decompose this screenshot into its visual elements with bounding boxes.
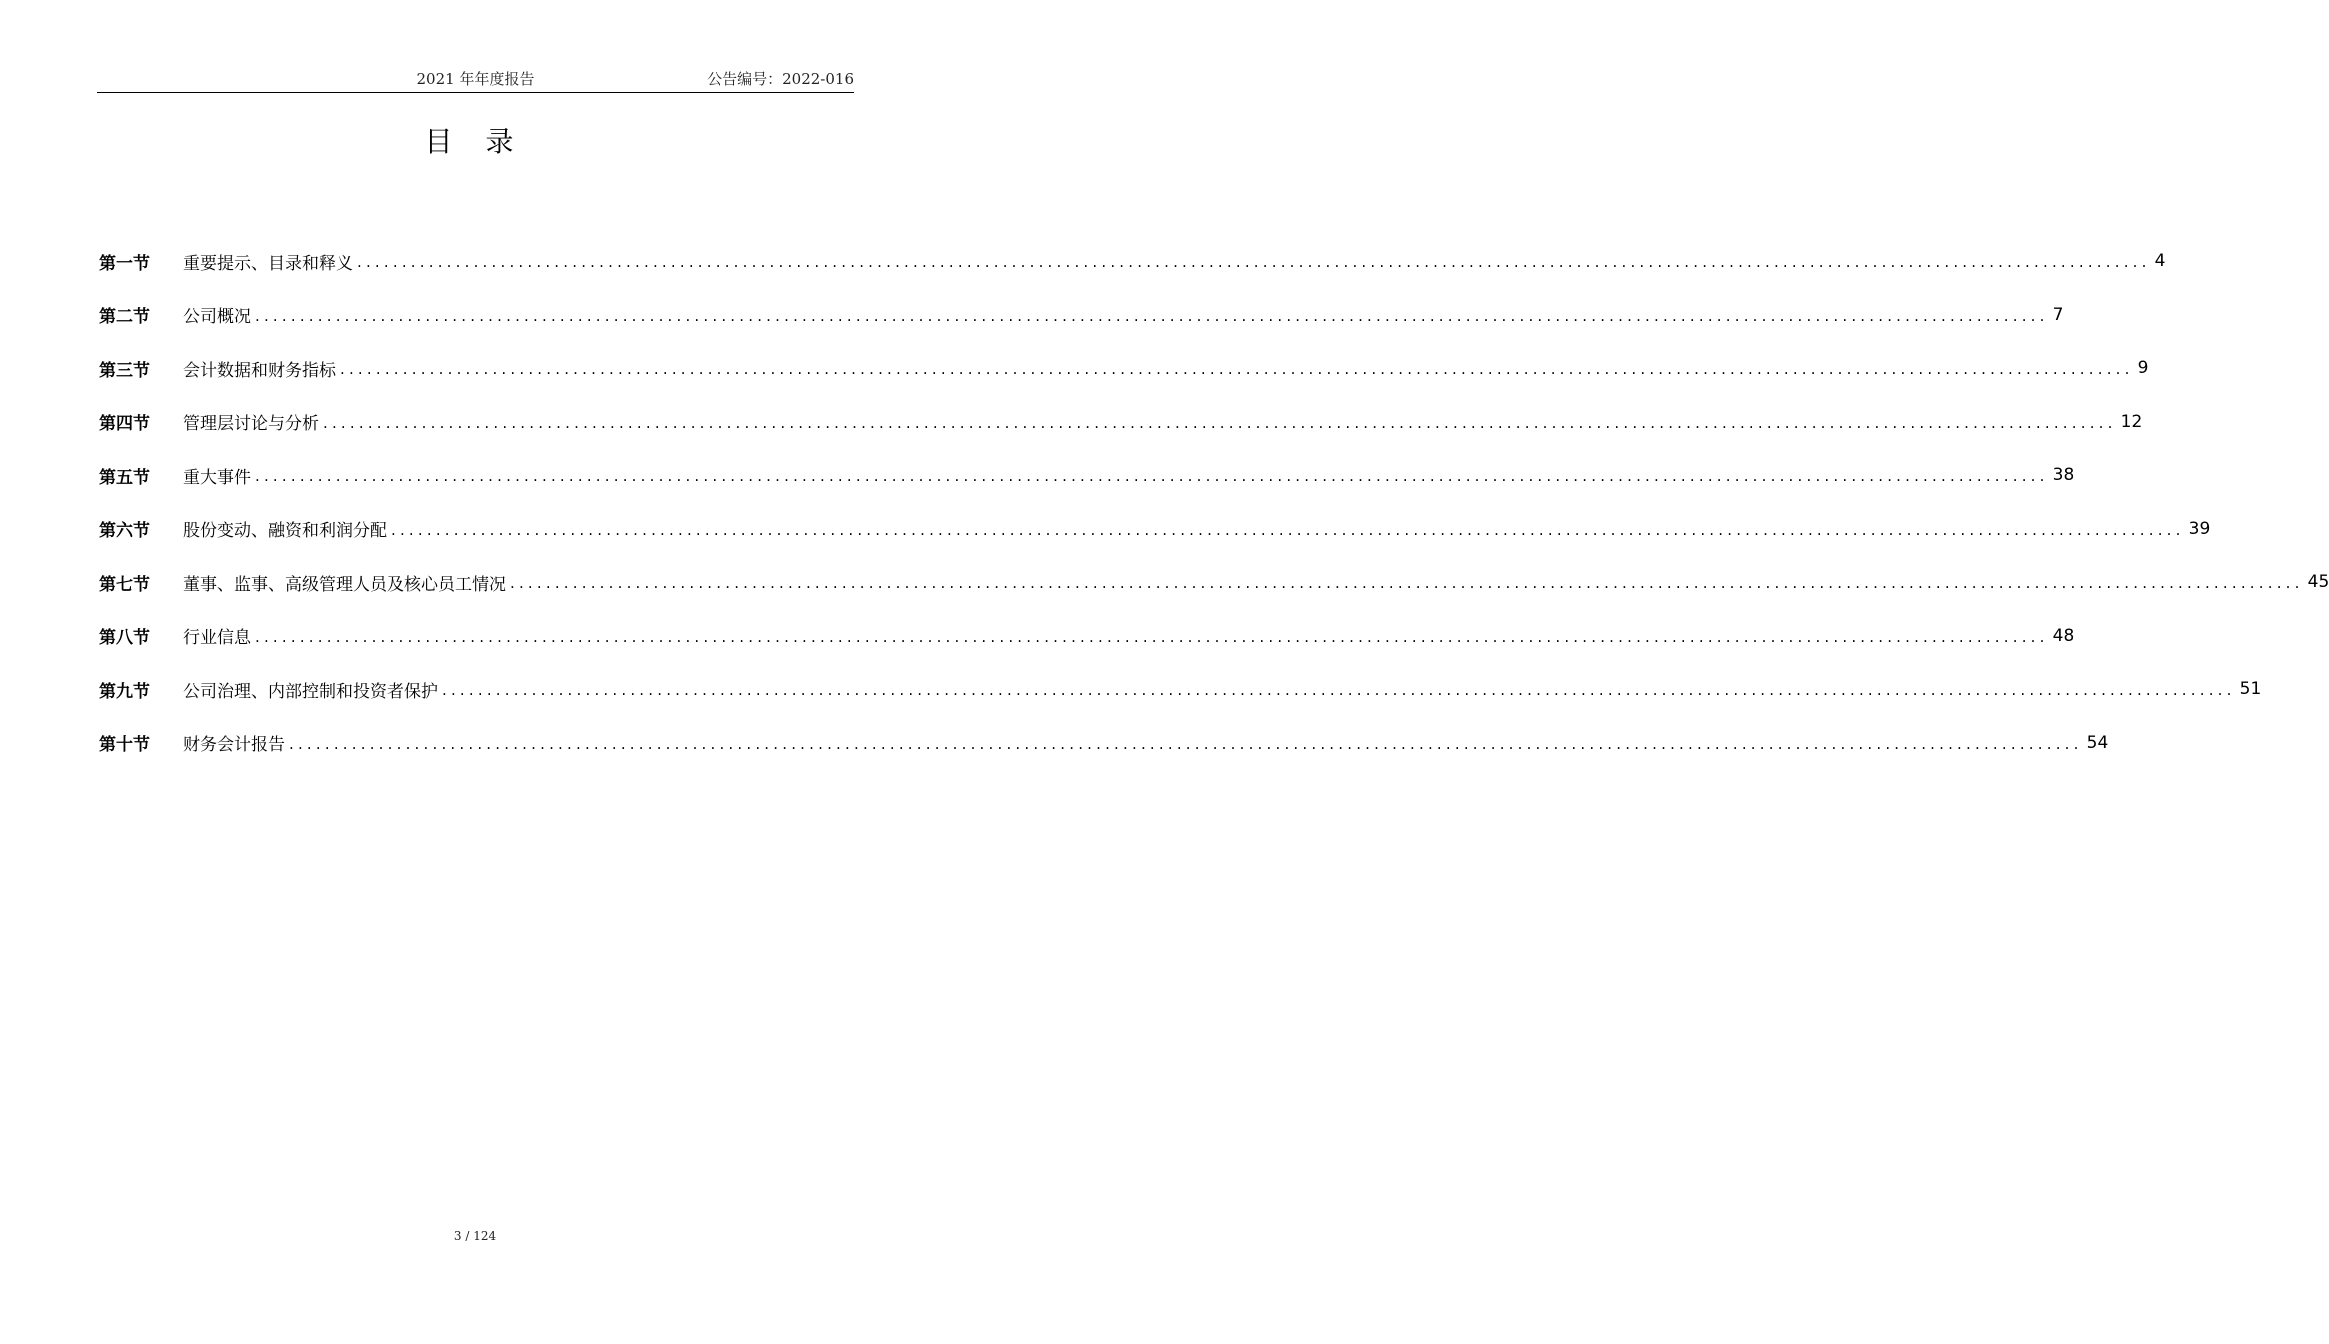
toc-entry[interactable] bbox=[99, 512, 2211, 546]
toc-page-number: 4 bbox=[2154, 251, 2166, 271]
toc-entry[interactable] bbox=[99, 298, 2064, 332]
toc-section-title: 行业信息 bbox=[183, 628, 251, 648]
toc-section-number: 第九节 bbox=[99, 681, 150, 702]
toc-section-number: 第七节 bbox=[99, 574, 150, 595]
toc-dot-leader: ........................................................................................................................................................................................................ bbox=[289, 734, 2083, 753]
toc-section-number: 第四节 bbox=[99, 414, 150, 434]
toc-section-title: 管理层讨论与分析 bbox=[183, 414, 319, 434]
announcement-code: 公告编号：2022-016 bbox=[707, 70, 854, 88]
toc-section-number: 第十节 bbox=[99, 735, 150, 755]
toc-entry[interactable] bbox=[99, 405, 2143, 439]
report-name: 2021 年年度报告 bbox=[416, 70, 535, 88]
toc-entry[interactable] bbox=[99, 565, 2329, 599]
toc-entry[interactable] bbox=[99, 458, 2075, 492]
toc-section-title: 股份变动、融资和利润分配 bbox=[183, 521, 387, 541]
page-header bbox=[97, 66, 854, 93]
toc-section-number: 第八节 bbox=[99, 628, 150, 648]
toc-section-title: 公司治理、内部控制和投资者保护 bbox=[183, 681, 438, 702]
toc-page-number: 45 bbox=[2307, 572, 2329, 592]
toc-section-title: 董事、监事、高级管理人员及核心员工情况 bbox=[183, 574, 506, 595]
toc-dot-leader: ........................................................................................................................................................................................................ bbox=[340, 360, 2134, 378]
toc-section-title: 重大事件 bbox=[183, 467, 251, 488]
toc-dot-leader: ........................................................................................................................................................................................................ bbox=[255, 627, 2049, 646]
toc-section-number: 第五节 bbox=[99, 467, 150, 488]
toc-dot-leader: ........................................................................................................................................................................................................ bbox=[255, 467, 2049, 485]
page-title: 目 录 bbox=[424, 125, 526, 158]
page-footer: 3 / 124 bbox=[453, 1229, 497, 1243]
toc-section-number: 第一节 bbox=[99, 253, 150, 274]
toc-dot-leader: ........................................................................................................................................................................................................ bbox=[323, 413, 2117, 432]
toc-page-number: 39 bbox=[2188, 518, 2211, 539]
toc-entry[interactable] bbox=[99, 244, 2166, 278]
toc-dot-leader: ........................................................................................................................................................................................................ bbox=[357, 253, 2151, 271]
toc-section-title: 会计数据和财务指标 bbox=[183, 360, 336, 381]
toc-entry[interactable] bbox=[99, 672, 2262, 706]
toc-page-number: 7 bbox=[2052, 304, 2064, 325]
toc-page-number: 54 bbox=[2086, 732, 2109, 753]
toc-section-title: 公司概况 bbox=[183, 307, 251, 327]
toc-entry[interactable] bbox=[99, 351, 2149, 385]
toc-dot-leader: ........................................................................................................................................................................................................ bbox=[510, 574, 2304, 592]
toc-page-number: 38 bbox=[2052, 465, 2075, 485]
toc-entry[interactable] bbox=[99, 619, 2075, 653]
toc-section-title: 财务会计报告 bbox=[183, 735, 285, 755]
toc-section-number: 第二节 bbox=[99, 307, 150, 327]
toc-section-number: 第三节 bbox=[99, 360, 150, 381]
toc-dot-leader: ........................................................................................................................................................................................................ bbox=[391, 520, 2185, 539]
toc-page-number: 51 bbox=[2239, 679, 2262, 699]
toc-page-number: 9 bbox=[2137, 358, 2149, 378]
toc-page-number: 12 bbox=[2120, 411, 2143, 432]
toc-section-title: 重要提示、目录和释义 bbox=[183, 253, 353, 274]
toc-dot-leader: ........................................................................................................................................................................................................ bbox=[255, 306, 2049, 325]
toc-page-number: 48 bbox=[2052, 625, 2075, 646]
toc-dot-leader: ........................................................................................................................................................................................................ bbox=[442, 681, 2236, 699]
toc-section-number: 第六节 bbox=[99, 521, 150, 541]
toc-entry[interactable] bbox=[99, 726, 2109, 760]
